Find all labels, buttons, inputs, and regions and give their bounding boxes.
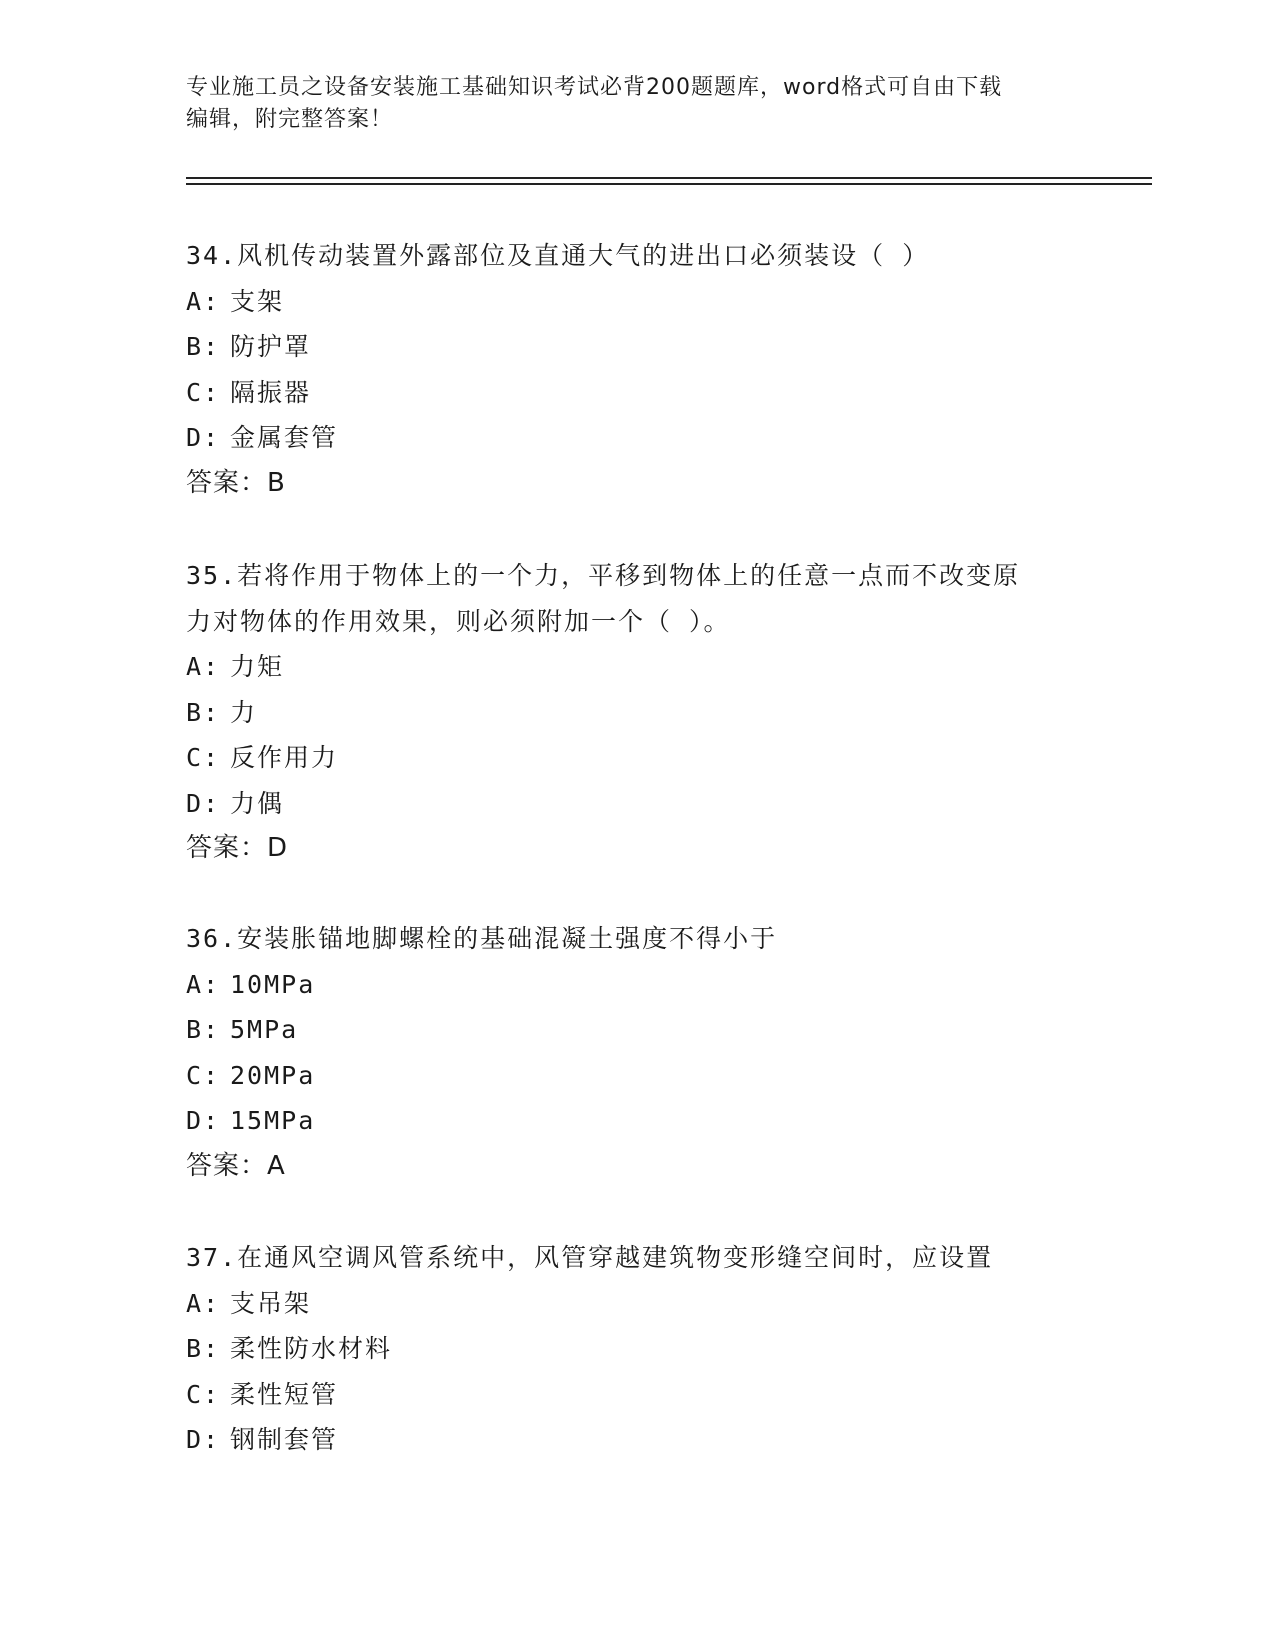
header-divider-top — [186, 177, 1152, 179]
option-b — [186, 324, 1086, 370]
option-text: 15MPa — [230, 1106, 316, 1135]
option-key: B: — [186, 1015, 221, 1044]
answer: 答案：B — [186, 467, 286, 498]
option-key: A: — [186, 969, 221, 999]
option-b — [186, 690, 1086, 736]
option-a — [186, 644, 1086, 690]
option-key: D: — [186, 788, 221, 818]
question-stem: 34.风机传动装置外露部位及直通大气的进出口必须装设（ ） — [186, 241, 930, 270]
option-key: D: — [186, 423, 221, 452]
option-key: B: — [186, 697, 221, 727]
option-text: 金属套管 — [230, 423, 339, 452]
option-d — [186, 781, 1086, 827]
option-key: A: — [186, 1288, 221, 1318]
question-36 — [186, 916, 1086, 1189]
question-35 — [186, 553, 1086, 872]
option-c — [186, 735, 1086, 781]
option-text: 反作用力 — [230, 743, 339, 772]
option-key: B: — [186, 332, 221, 361]
option-key: D: — [186, 1425, 221, 1454]
question-stem: 37.在通风空调风管系统中，风管穿越建筑物变形缝空间时，应设置 — [186, 1243, 994, 1272]
option-c — [186, 370, 1086, 416]
option-d — [186, 415, 1086, 461]
option-key: A: — [186, 652, 221, 681]
option-key: C: — [186, 1379, 221, 1409]
option-d — [186, 1098, 1086, 1144]
option-key: B: — [186, 1334, 221, 1363]
option-b — [186, 1326, 1086, 1372]
option-d — [186, 1417, 1086, 1463]
option-a — [186, 279, 1086, 325]
option-text: 柔性短管 — [230, 1379, 339, 1409]
question-37 — [186, 1235, 1086, 1463]
option-text: 支架 — [230, 286, 285, 316]
option-c — [186, 1053, 1086, 1099]
option-text: 柔性防水材料 — [230, 1334, 393, 1363]
option-text: 隔振器 — [230, 377, 312, 407]
question-stem-line-2: 力对物体的作用效果，则必须附加一个（ ）。 — [186, 606, 731, 636]
question-stem: 36.安装胀锚地脚螺栓的基础混凝土强度不得小于 — [186, 924, 778, 953]
answer: 答案：D — [186, 833, 289, 863]
option-key: C: — [186, 743, 221, 772]
option-key: A: — [186, 286, 221, 316]
header-line-2: 编辑，附完整答案！ — [186, 107, 394, 132]
header-line-1: 专业施工员之设备安装施工基础知识考试必背200题题库，word格式可自由下载 — [186, 75, 1003, 100]
answer: 答案：A — [186, 1150, 286, 1181]
option-text: 支吊架 — [230, 1288, 312, 1318]
question-stem-line-1: 35.若将作用于物体上的一个力，平移到物体上的任意一点而不改变原 — [186, 561, 1021, 590]
document-header — [186, 72, 1086, 136]
option-text: 力 — [230, 697, 258, 727]
option-text: 5MPa — [230, 1015, 299, 1044]
option-a — [186, 962, 1086, 1008]
option-key: C: — [186, 377, 221, 407]
option-a — [186, 1281, 1086, 1327]
option-b — [186, 1007, 1086, 1053]
option-text: 力矩 — [230, 652, 285, 681]
header-divider-bottom — [186, 183, 1152, 185]
option-text: 力偶 — [230, 788, 285, 818]
option-text: 钢制套管 — [230, 1425, 339, 1454]
option-text: 防护罩 — [230, 332, 312, 361]
option-c — [186, 1372, 1086, 1418]
option-text: 10MPa — [230, 969, 316, 999]
question-34 — [186, 233, 1086, 506]
option-text: 20MPa — [230, 1060, 316, 1090]
option-key: C: — [186, 1060, 221, 1090]
option-key: D: — [186, 1106, 221, 1135]
